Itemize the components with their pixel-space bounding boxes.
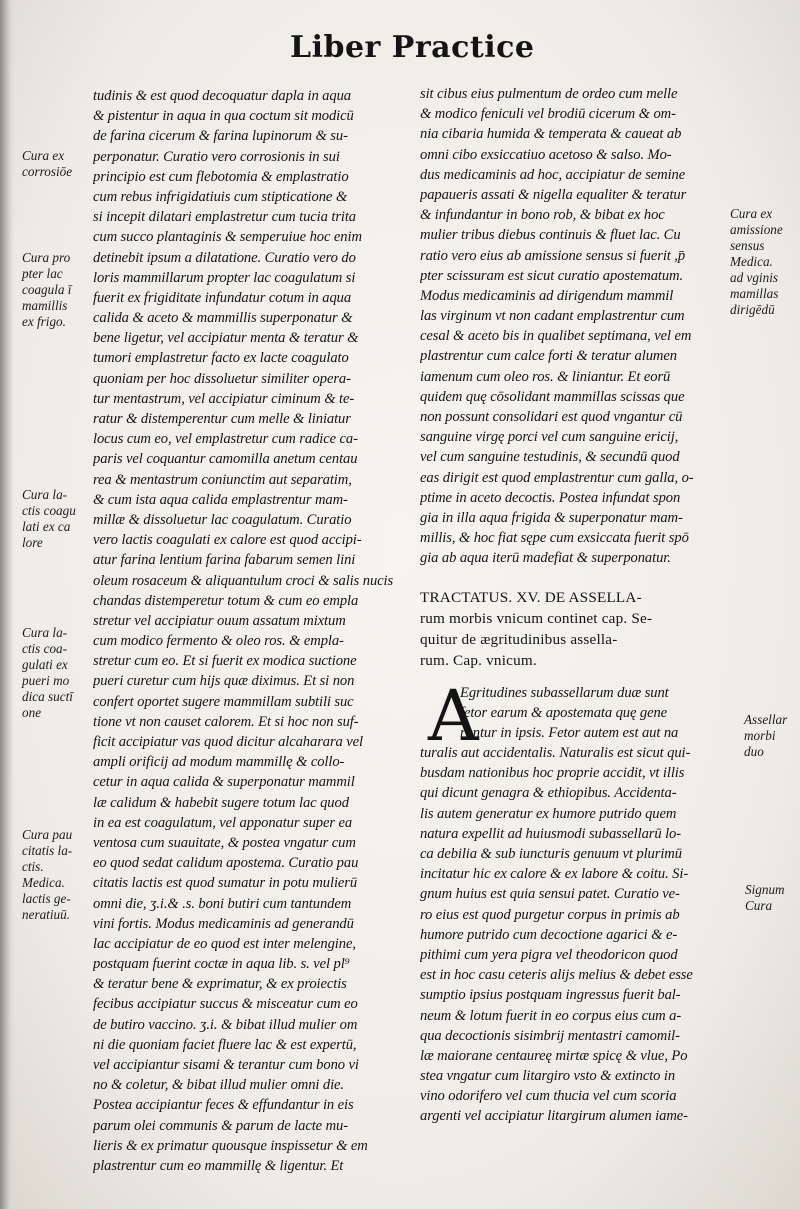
left-column-line: in ea est coagulatum, vel apponatur super ea	[93, 814, 353, 831]
right-column-bottom-line: humore putrido cum decoctione agarici & e-	[420, 926, 678, 943]
margin-note-line: pter lac	[22, 266, 63, 281]
margin-note-line: Assellar	[744, 712, 788, 727]
right-column-bottom-line: ca debilia & sub iuncturis genuum vt plurimū	[420, 846, 682, 862]
right-column-top-line: sanguine virgę porci vel cum sanguine ericij,	[420, 429, 679, 446]
right-column-bottom-line: natura expellit ad huiusmodi subassellarū lo-	[420, 825, 682, 842]
left-column-line: oleum rosaceum & aliquantulum croci & salis nucis	[93, 572, 394, 589]
right-column-top-line: nia cibaria humida & temperata & caueat ab	[420, 126, 682, 143]
right-column	[420, 84, 740, 1127]
margin-note-line: ctis.	[22, 859, 44, 874]
left-column-line: plastrentur cum eo mammillę & ligentur. Et	[93, 1157, 344, 1174]
margin-note-line: Cura	[745, 898, 773, 913]
rubric-line: rum. Cap. vnicum.	[420, 651, 537, 669]
left-column-line: de butiro vaccino. ʒ.i. & bibat illud mulier om	[93, 1016, 358, 1033]
margin-note-line: Cura ex	[730, 206, 773, 221]
right-column-bottom-line: gnum huius est quia sensui patet. Curatio ve-	[420, 886, 680, 903]
left-column-line: de farina cicerum & farina lupinorum & su-	[93, 128, 348, 145]
right-column-top-line: ptime in aceto decoctis. Postea infundat spon	[420, 489, 681, 506]
left-column	[93, 86, 413, 1176]
left-column-line: pueri curetur cum hijs quæ diximus. Et si non	[93, 673, 355, 690]
left-column-line: citatis lactis est quod sumatur in potu mulierū	[93, 875, 358, 892]
left-column-line: & pistentur in aqua in qua coctum sit modicū	[93, 108, 354, 125]
left-column-line: læ calidum & habebit sugere totum lac quod	[93, 794, 349, 811]
margin-note-right-2	[744, 712, 787, 760]
right-column-top-line: dus medicaminis ad hoc, accipiatur de semine	[420, 166, 686, 183]
right-column-top-line: sit cibus eius pulmentum de ordeo cum melle	[420, 86, 678, 102]
left-column-line: vel accipiantur sisami & terantur cum bono vi	[93, 1057, 359, 1073]
margin-note-left-5	[22, 827, 72, 923]
right-column-top-line: omni cibo exsiccatiuo acetoso & salso. Mo-	[420, 146, 672, 163]
left-column-line: atur farina lentium farina fabarum semen lini	[93, 552, 356, 569]
rubric-line: TRACTATUS. XV. DE ASSELLA-	[420, 588, 642, 606]
left-column-line: principio est cum flebotomia & emplastratio	[93, 168, 349, 185]
right-column-top-line: mulier tribus diebus continuis & fluet lac. Cu	[420, 227, 681, 244]
right-column-top-line: eas dirigit est quod emplastrentur cum galla, o-	[420, 469, 694, 486]
left-column-line: lac accipiatur de eo quod est inter melengine,	[93, 935, 356, 952]
right-column-bottom-line: incitatur hic ex calore & ex labore & coitu. Si-	[420, 866, 689, 883]
right-column-top-line: millis, & hoc fiat sępe cum exsiccata fuerit spō	[420, 530, 689, 547]
left-column-line: tur mentastrum, vel accipiatur ciminum & te-	[93, 390, 355, 407]
left-column-line: stretur cum eo. Et si fuerit ex modica suctione	[93, 653, 357, 670]
margin-note-line: corrosiōe	[22, 164, 73, 179]
left-column-line: ratur & distemperentur cum melle & liniatur	[93, 411, 351, 427]
left-column-line: tione vt non causet calorem. Et si hoc non suf-	[93, 713, 359, 730]
right-column-bottom-line: qua decoctionis sisimbrij mentastri camomil-	[420, 1027, 680, 1044]
margin-note-line: ad vginis	[730, 270, 778, 285]
margin-note-line: Cura la-	[22, 625, 68, 640]
margin-note-line: mamillis	[22, 298, 68, 313]
left-column-line: eo quod sedat calidum apostema. Curatio pau	[93, 855, 359, 872]
left-column-line: calida & aceto & mammillis superponatur &	[93, 310, 353, 327]
left-column-line: ventosa cum suauitate, & postea vngatur cum	[93, 834, 356, 851]
right-column-bottom-line: argenti vel accipiatur litargirum alumen iame-	[420, 1108, 688, 1125]
left-column-line: millæ & dissoluetur lac coagulatum. Curatio	[93, 511, 352, 528]
right-column-bottom-line: turalis aut accidentalis. Naturalis est sicut qui-	[420, 745, 691, 762]
left-column-line: parum olei communis & parum de lacte mu-	[93, 1117, 349, 1134]
margin-note-left-1	[22, 148, 72, 180]
left-column-line: detinebit ipsum a dilatatione. Curatio vero do	[93, 249, 356, 266]
margin-note-line: dirigēdū	[730, 302, 775, 317]
right-column-bottom-line: neum & lotum fuerit in eo corpus eius cum a-	[420, 1007, 682, 1024]
treatise-rubric	[420, 587, 740, 671]
right-column-top-line: vel cum sanguine testudinis, & secundū quod	[420, 449, 680, 466]
margin-note-line: gulati ex	[22, 657, 68, 672]
left-column-line: ni die quoniam faciet fluere lac & est expertū,	[93, 1036, 357, 1053]
right-column-bottom-line: busdam nationibus hoc proprie accidit, vt illis	[420, 765, 685, 782]
margin-note-line: lati ex ca	[22, 519, 71, 534]
left-column-line: omni die, ʒ.i.& .s. boni butiri cum tantundem	[93, 895, 352, 912]
left-column-line: cetur in aqua calida & superponatur mammil	[93, 774, 355, 791]
left-column-line: locus cum eo, vel emplastretur cum radice ca-	[93, 431, 358, 448]
right-column-bottom-line: rantur in ipsis. Fetor autem est aut na	[460, 724, 679, 741]
right-column-bottom-line: lis autem generatur ex humore putrido quem	[420, 805, 677, 822]
right-column-top	[420, 84, 740, 569]
margin-note-line: pueri mo	[22, 673, 70, 688]
right-column-top-line: gia in illa aqua frigida & superponatur mam-	[420, 509, 683, 526]
left-column-line: si incepit dilatari emplastretur cum tucia trita	[93, 209, 357, 226]
margin-note-line: Signum	[745, 882, 785, 897]
margin-note-left-4	[22, 625, 73, 721]
margin-note-left-3	[22, 487, 76, 551]
margin-note-line: Medica.	[730, 254, 773, 269]
left-column-line: tudinis & est quod decoquatur dapla in aqua	[93, 88, 351, 104]
left-column-line: loris mammillarum propter lac coagulatum si	[93, 269, 356, 286]
margin-note-line: Medica.	[22, 875, 65, 890]
margin-note-line: lore	[22, 535, 43, 550]
margin-note-line: Cura la-	[22, 487, 68, 502]
left-column-line: stretur vel accipiatur ouum assatum mixtum	[93, 612, 346, 629]
margin-note-line: one	[22, 705, 42, 720]
right-column-top-line: las virginum vt non cadant emplastrentur cum	[420, 308, 685, 325]
left-column-line: bene ligetur, vel accipiatur menta & teratur &	[93, 330, 359, 347]
left-column-line: Postea accipiantur feces & effundantur in eis	[93, 1097, 354, 1114]
left-column-line: confert oportet sugere mammillam subtili suc	[93, 693, 354, 710]
right-column-top-line: non possunt consolidari est quod vngantur cū	[420, 409, 683, 425]
margin-note-line: mamillas	[730, 286, 779, 301]
left-column-line: cum modico fermento & oleo ros. & empla-	[93, 633, 344, 650]
running-head: Liber Practice	[290, 30, 535, 65]
right-column-bottom-line: stea vngatur cum litargiro vsto & extincto in	[420, 1068, 676, 1085]
left-column-line: vero lactis coagulati ex calore est quod accipi-	[93, 532, 362, 549]
left-column-line: vini fortis. Modus medicaminis ad generandū	[93, 915, 354, 932]
rubric-line: rum morbis vnicum continet cap. Se-	[420, 609, 653, 627]
margin-note-line: dica suctī	[22, 689, 73, 704]
right-column-top-line: iamenum cum oleo ros. & liniantur. Et eorū	[420, 368, 671, 385]
right-column-top-line: cesal & aceto bis in qualibet septimana, vel em	[420, 328, 692, 345]
left-column-line: quoniam per hoc dissoluetur similiter opera-	[93, 370, 351, 387]
right-column-top-line: papaueris assati & nigella equaliter & teratur	[420, 186, 687, 203]
left-column-line: ficit accipiatur vas quod dicitur alcaharara vel	[93, 734, 364, 750]
left-column-line: chandas distemperetur totum & cum eo empla	[93, 592, 359, 609]
margin-note-line: ex frigo.	[22, 314, 66, 329]
right-column-top-line: Modus medicaminis ad dirigendum mammil	[420, 287, 674, 304]
gutter-shadow	[0, 0, 14, 1209]
margin-note-line: duo	[744, 744, 764, 759]
right-column-bottom-line: est in hoc casu ceteris alijs melius & debet esse	[420, 967, 693, 984]
margin-note-line: Cura ex	[22, 148, 65, 163]
margin-note-line: citatis la-	[22, 843, 73, 858]
left-column-line: tumori emplastretur facto ex lacte coagulato	[93, 350, 349, 367]
left-column-line: rea & mentastrum coniunctim aut separatim,	[93, 471, 352, 488]
right-column-top-line: pter scissuram est sicut curatio apostematum.	[420, 267, 684, 284]
right-column-bottom-line: læ maiorane centaureę mirtæ spicę & vlue, Po	[420, 1047, 688, 1064]
left-column-line: & teratur bene & exprimatur, & ex proiectis	[93, 976, 347, 993]
dropcap-initial: A	[428, 674, 479, 757]
left-column-line: ampli orificij ad modum mammillę & collo-	[93, 754, 345, 771]
margin-note-line: amissione	[730, 222, 783, 237]
right-column-top-line: gia ab aqua iterū madefiat & superponatur.	[420, 550, 671, 567]
right-column-top-line: quidem quę cōsolidant mammillas scissas que	[420, 388, 685, 405]
left-column-line: fuerit ex frigiditate infundatur cotum in aqua	[93, 289, 352, 306]
right-column-top-line: & modico feniculi vel brodiū cicerum & om-	[420, 106, 676, 123]
left-column-line: lieris & ex primatur quousque inspissetur & em	[93, 1137, 368, 1154]
margin-note-left-2	[22, 250, 71, 330]
margin-note-line: ctis coagu	[22, 503, 76, 518]
margin-note-line: Cura pro	[22, 250, 71, 265]
right-column-top-line: & infundantur in bono rob, & bibat ex hoc	[420, 207, 665, 224]
right-column-bottom-line: vino odorifero vel cum thucia vel cum scoria	[420, 1088, 677, 1105]
left-column-line: postquam fuerint coctæ in aqua lib. s. vel pl⁹	[93, 956, 350, 973]
right-column-bottom-line: qui dicunt genagra & ethiopibus. Accidenta-	[420, 785, 677, 802]
right-column-bottom-line: Egritudines subassellarum duæ sunt	[460, 684, 669, 701]
right-column-bottom-line: sumptio ipsius postquam ingressus fuerit bal-	[420, 987, 681, 1004]
margin-note-line: morbi	[744, 728, 776, 743]
margin-note-line: neratiuū.	[22, 907, 70, 922]
margin-note-line: lactis ge-	[22, 891, 71, 906]
margin-note-line: Cura pau	[22, 827, 73, 842]
chapter-first-paragraph	[420, 674, 740, 1127]
right-column-bottom-line: fetor earum & apostemata quę gene	[460, 704, 668, 721]
left-column-line: & cum ista aqua calida emplastrentur mam-	[93, 491, 348, 508]
right-column-top-line: ratio vero eius ab amissione sensus si fuerit ,p̄	[420, 247, 686, 264]
right-column-bottom-line: pithimi cum yera pigra vel theodoricon quod	[420, 946, 678, 963]
left-column-line: fecibus accipiatur succus & misceatur cum eo	[93, 996, 358, 1013]
right-column-top-line: plastrentur cum calce forti & teratur alumen	[420, 348, 677, 365]
margin-note-line: coagula ī	[22, 282, 72, 297]
margin-note-line: ctis coa-	[22, 641, 68, 656]
rubric-line: quitur de ægritudinibus assella-	[420, 630, 618, 648]
margin-note-right-3	[745, 882, 785, 914]
left-column-line: perponatur. Curatio vero corrosionis in sui	[93, 148, 340, 165]
right-column-bottom-line: ro eius est quod purgetur corpus in primis ab	[420, 906, 680, 923]
left-column-line: no & coletur, & bibat illud mulier omni die.	[93, 1077, 344, 1094]
left-column-line: cum succo plantaginis & semperuiue hoc enim	[93, 229, 362, 246]
left-column-line: paris vel coquantur camomilla anetum centau	[93, 451, 358, 468]
left-column-line: cum rebus infrigidatiuis cum stipticatione &	[93, 188, 348, 205]
margin-note-right-1	[730, 206, 783, 318]
margin-note-line: sensus	[730, 238, 765, 253]
